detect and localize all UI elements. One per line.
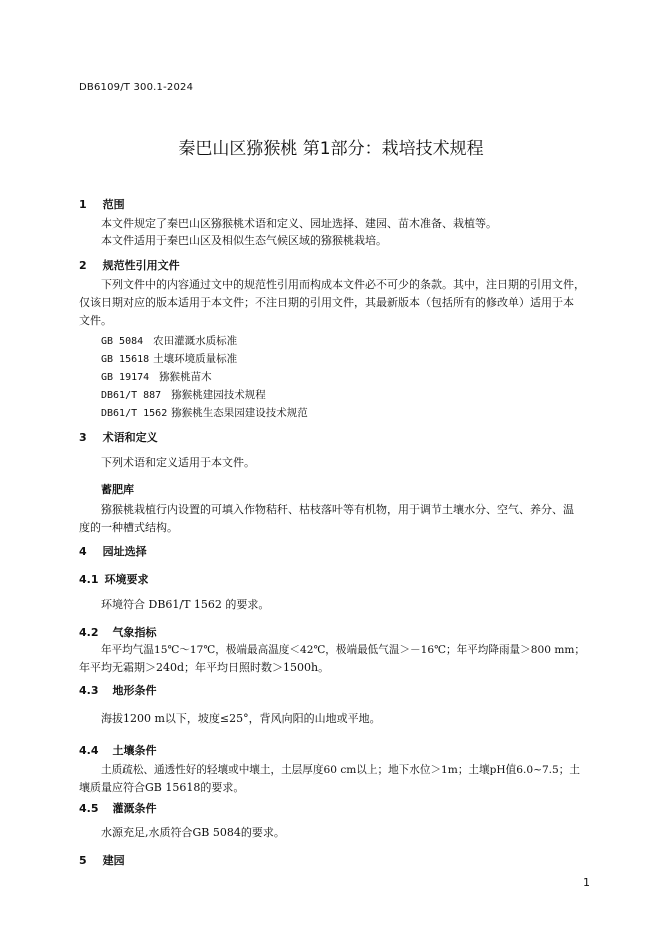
section-number: 1	[79, 198, 87, 211]
paragraph: 本文件规定了秦巴山区猕猴桃术语和定义、园址选择、建园、苗木准备、栽植等。	[101, 217, 497, 230]
section-title: 建园	[102, 854, 125, 867]
paragraph-line: 度的一种槽式结构。	[79, 521, 178, 534]
section-number: 4.4	[79, 744, 99, 757]
section-4-3-heading	[79, 682, 157, 698]
section-4-2-heading	[79, 624, 157, 640]
standard-number: DB6109/T 300.1-2024	[79, 82, 194, 93]
section-title: 地形条件	[112, 684, 157, 697]
reference-item	[101, 387, 266, 402]
paragraph: 本文件适用于秦巴山区及相似生态气候区域的猕猴桃栽培。	[101, 234, 387, 247]
section-1-heading	[79, 196, 125, 212]
reference-code: GB 15618	[101, 354, 150, 365]
paragraph-line: 下列文件中的内容通过文中的规范性引用而构成本文件必不可少的条款。其中，注日期的引用文件，	[101, 278, 585, 291]
document-title: 秦巴山区猕猴桃 第1部分：栽培技术规程	[178, 139, 484, 159]
section-5-heading	[79, 852, 125, 868]
paragraph-line: 仅该日期对应的版本适用于本文件；不注日期的引用文件，其最新版本（包括所有的修改单）适用于本	[79, 296, 574, 309]
section-number: 4.3	[79, 684, 99, 697]
reference-name: 农田灌溉水质标准	[153, 335, 238, 347]
reference-code: DB61/T 1562	[101, 408, 168, 419]
section-title: 环境要求	[104, 573, 149, 586]
paragraph: 海拔1200 m以下，坡度≤25°，背风向阳的山地或平地。	[101, 712, 381, 725]
paragraph-line: 年平均气温15℃～17℃，极端最高温度＜42℃，极端最低气温＞－16℃；年平均降雨量＞800 mm；	[101, 644, 585, 656]
paragraph: 下列术语和定义适用于本文件。	[101, 456, 255, 469]
section-title: 术语和定义	[102, 431, 158, 444]
section-title: 土壤条件	[112, 744, 157, 757]
reference-code: GB 19174	[101, 372, 150, 383]
section-title: 灌溉条件	[112, 802, 157, 815]
reference-name: 猕猴桃生态果园建设技术规范	[171, 407, 308, 419]
reference-code: DB61/T 887	[101, 390, 162, 401]
section-4-4-heading	[79, 742, 157, 758]
paragraph-line: 壤质量应符合GB 15618的要求。	[79, 781, 245, 794]
section-number: 4	[79, 545, 87, 558]
section-title: 规范性引用文件	[102, 259, 180, 272]
section-4-heading	[79, 543, 147, 559]
section-3-heading	[79, 429, 158, 445]
reference-code: GB 5084	[101, 336, 144, 347]
section-title: 园址选择	[102, 545, 147, 558]
paragraph: 水源充足,水质符合GB 5084的要求。	[101, 826, 285, 839]
paragraph-line: 猕猴桃栽植行内设置的可填入作物秸秆、枯枝落叶等有机物，用于调节土壤水分、空气、养分、温	[101, 503, 574, 516]
reference-item	[101, 351, 237, 366]
paragraph-line: 土质疏松、通透性好的轻壤或中壤土，土层厚度60 cm以上；地下水位＞1m；土壤pH值6.0~7.5；土	[101, 764, 580, 776]
section-number: 3	[79, 431, 87, 444]
section-title: 气象指标	[112, 626, 157, 639]
reference-name: 土壤环境质量标准	[153, 353, 238, 365]
reference-item	[101, 405, 308, 420]
section-title: 范围	[102, 198, 125, 211]
section-2-heading	[79, 257, 180, 273]
section-number: 5	[79, 854, 87, 867]
section-number: 4.1	[79, 573, 99, 586]
reference-name: 猕猴桃建园技术规程	[171, 389, 266, 401]
paragraph-line: 年平均无霜期＞240d；年平均日照时数＞1500h。	[79, 661, 330, 674]
page-number: 1	[583, 876, 590, 889]
paragraph-line: 文件。	[79, 314, 112, 327]
reference-item	[101, 369, 212, 384]
section-number: 4.5	[79, 802, 99, 815]
reference-name: 猕猴桃苗木	[159, 371, 212, 383]
term-heading: 蓄肥库	[101, 483, 134, 496]
reference-item	[101, 333, 237, 348]
section-4-1-heading	[79, 571, 149, 587]
section-number: 2	[79, 259, 87, 272]
paragraph: 环境符合 DB61/T 1562 的要求。	[101, 598, 270, 611]
section-4-5-heading	[79, 800, 157, 816]
section-number: 4.2	[79, 626, 99, 639]
